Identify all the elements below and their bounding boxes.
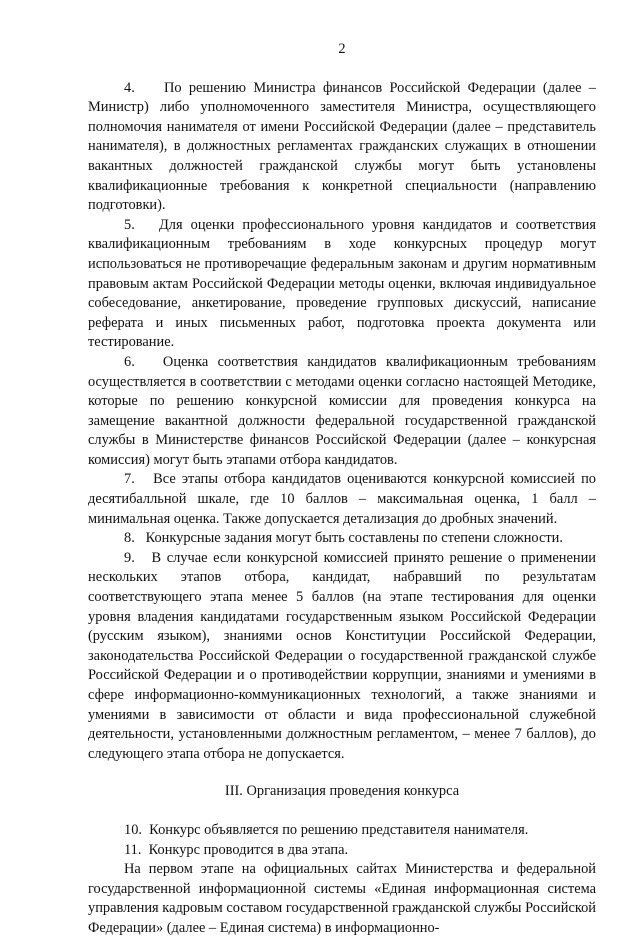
paragraph-7: 7. Все этапы отбора кандидатов оцениваются конкурсной комиссией по десятибалльной шкале, где 10 баллов – максимальная оценка, 1 балл – минимальная оценка. Также допускается детализация до дробных значений. — [88, 471, 596, 527]
section-heading: III. Организация проведения конкурса — [224, 783, 460, 800]
paragraph-5: 5. Для оценки профессионального уровня кандидатов и соответствия квалификационным требованиям в ходе конкурсных процедур могут использоваться не противоречащие федеральным законам и другим нормативным правовым актам Российской Федерации методы оценки, включая индивидуальное собеседование, анкетирование, проведение групповых дискуссий, написание реферата и иных письменных работ, подготовка проекта документа или тестирование. — [88, 216, 596, 351]
paragraph-8: 8. Конкурсные задания могут быть составлены по степени сложности. — [124, 530, 563, 547]
paragraph-first-stage: На первом этапе на официальных сайтах Министерства и федеральной государственной информационной системы «Единая информационная система управления кадровым составом государственной гражданской службы Российской Федерации» (далее – Единая система) в информационно- — [88, 861, 596, 936]
paragraph-10: 10. Конкурс объявляется по решению представителя нанимателя. — [124, 821, 529, 838]
page-number: 2 — [338, 41, 346, 57]
paragraph-4: 4. По решению Министра финансов Российской Федерации (далее – Министр) либо уполномоченного заместителя Министра, осуществляющего полномочия нанимателя от имени Российской Федерации (далее – представитель нанимателя), в должностных регламентах гражданских служащих в отношении вакантных должностей гражданской службы могут быть установлены квалификационные требования к конкретной специальности (направлению подготовки). — [88, 79, 596, 214]
paragraph-9: 9. В случае если конкурсной комиссией принято решение о применении нескольких этапов отбора, кандидат, набравший по результатам соответствующего этапа менее 5 баллов (на этапе тестирования для оценки уровня владения кандидатами государственным языком Российской Федерации (русским языком), знаниями основ Конституции Российской Федерации, законодательства Российской Федерации о государственной гражданской службе Российской Федерации и о противодействии коррупции, знаниями и умениями в сфере информационно-коммуникационных технологий, а также знаниями и умениями в зависимости от области и вида профессиональной служебной деятельности, установленными должностным регламентом, – менее 7 баллов), до следующего этапа отбора не допускается. — [88, 549, 596, 762]
paragraph-6: 6. Оценка соответствия кандидатов квалификационным требованиям осуществляется в соответствии с методами оценки согласно настоящей Методике, которые по решению конкурсной комиссии для проведения конкурса на замещение вакантной должности федеральной государственной гражданской службы в Министерстве финансов Российской Федерации (далее – конкурсная комиссия) могут быть этапами отбора кандидатов. — [88, 353, 596, 468]
paragraph-11: 11. Конкурс проводится в два этапа. — [124, 841, 349, 858]
